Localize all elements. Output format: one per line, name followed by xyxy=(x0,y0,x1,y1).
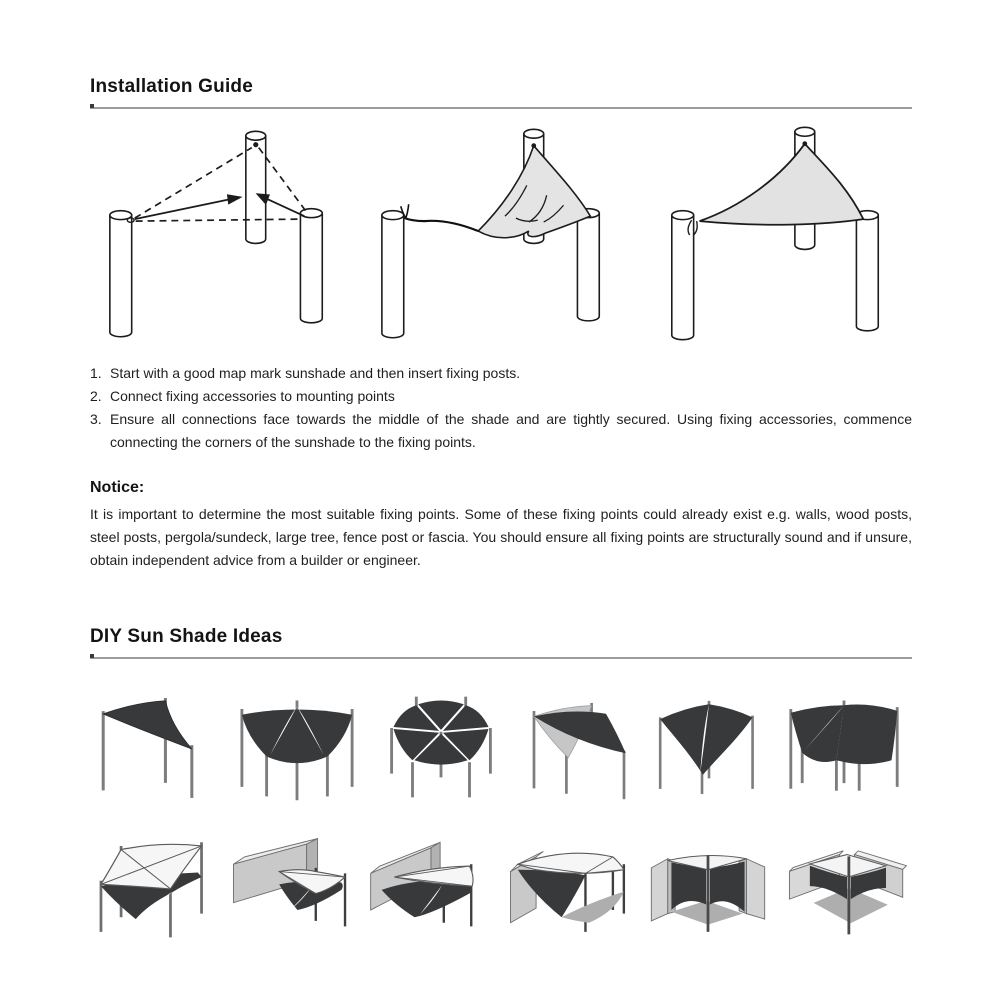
ideas-divider-dot xyxy=(90,654,94,658)
hexagon-umbrella-sail-illustration xyxy=(372,690,510,804)
ideas-divider xyxy=(90,657,912,659)
corner-walls-shade-illustration xyxy=(644,828,772,948)
notice-section xyxy=(90,479,912,572)
step-3 xyxy=(90,408,912,454)
wall-mounted-canopy-sail-illustration xyxy=(505,828,633,948)
step-3-number: 3. xyxy=(90,411,102,427)
corner-walls-shade-angled-illustration xyxy=(782,828,912,948)
double-triangle-square-sail-illustration xyxy=(228,690,366,804)
step-2-number: 2. xyxy=(90,388,102,404)
step-1 xyxy=(90,362,912,385)
idea-row-2 xyxy=(90,826,912,948)
single-triangle-sail-illustration xyxy=(90,690,222,804)
installation-guide-title: Installation Guide xyxy=(90,76,254,97)
attach-sunshade-diagram xyxy=(367,123,635,349)
installation-diagrams xyxy=(90,123,912,349)
side-by-side-square-sails-illustration xyxy=(776,690,912,804)
notice-title: Notice: xyxy=(90,479,145,496)
diy-sun-shade-ideas-title: DIY Sun Shade Ideas xyxy=(90,626,283,647)
tensioned-sunshade-diagram xyxy=(644,123,912,349)
step-1-number: 1. xyxy=(90,365,102,381)
ideas-section-heading xyxy=(90,626,912,659)
layered-double-sail-illustration xyxy=(90,828,218,948)
divider-dot xyxy=(90,104,94,108)
step-2-text: Connect fixing accessories to mounting points xyxy=(110,388,395,404)
step-2 xyxy=(90,385,912,408)
wall-mounted-extended-sail-illustration xyxy=(367,828,495,948)
title-divider xyxy=(90,107,912,109)
wall-mounted-small-sail-illustration xyxy=(228,828,356,948)
notice-body: It is important to determine the most suitable fixing points. Some of these fixing points could already exist e.g. walls, wood posts, steel posts, pergola/sundeck, large tree, fence post or fascia. You should ensure all fixing points are structurally sound and if unsure, obtain independent advice from a builder or engineer. xyxy=(90,506,912,568)
overlapping-gray-dark-triangles-sail-illustration xyxy=(516,690,642,804)
mark-fixing-points-diagram xyxy=(90,123,358,349)
step-3-text: Ensure all connections face towards the middle of the shade and are tightly secured. Using fixing accessories, commence connecting the corners of the sunshade to the fixing points. xyxy=(110,411,912,450)
idea-row-1 xyxy=(90,686,912,804)
installation-steps xyxy=(90,362,912,454)
butterfly-twin-triangle-sail-illustration xyxy=(648,690,770,804)
step-1-text: Start with a good map mark sunshade and then insert fixing posts. xyxy=(110,365,521,381)
